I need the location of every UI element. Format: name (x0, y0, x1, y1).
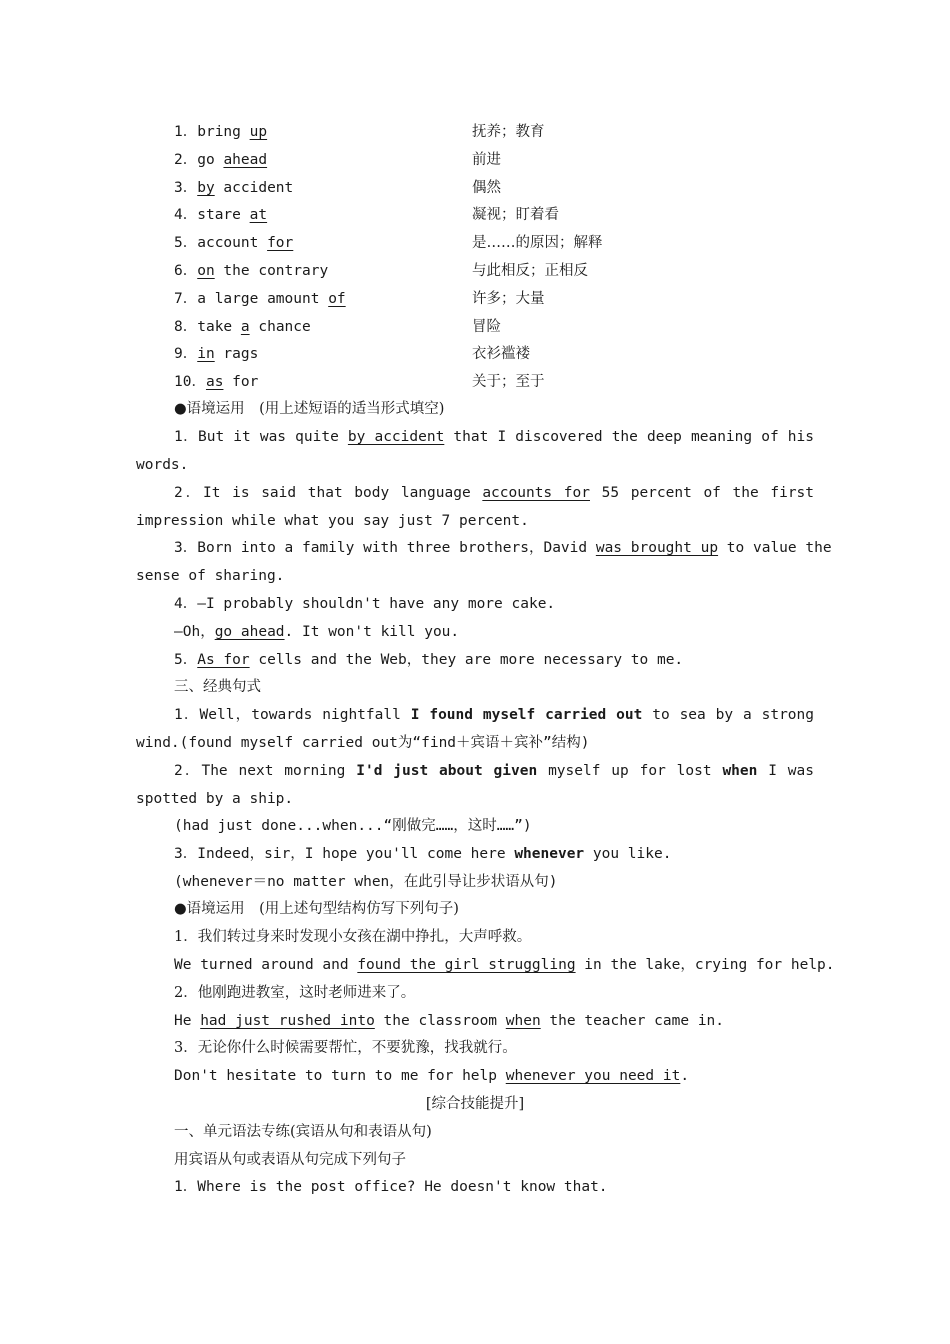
answer: was brought up (595, 540, 719, 556)
exercise-sentence: 5．As for cells and the Web，they are more necessary to me. (174, 652, 684, 668)
pattern-sentence: 3．Indeed，sir，I hope you'll come here whenever you like. (174, 846, 672, 862)
answer: As for (197, 652, 250, 668)
translation-prompt: 3．无论你什么时候需要帮忙，不要犹豫，找我就行。 (174, 1040, 517, 1056)
pattern-note: (had just done...when...“刚做完……，这时……”) (174, 818, 532, 834)
exercise-sentence-cont: —Oh，go ahead. It won't kill you. (174, 624, 460, 640)
answer: had just rushed into (200, 1013, 375, 1029)
exercise-sentence: 2．It is said that body language accounts for 55 percent of the first (174, 485, 815, 501)
pattern-note: (whenever＝no matter when，在此引导让步状语从句) (174, 874, 558, 890)
phrase-item: 3．by accident 偶然 (174, 180, 501, 196)
translation-answer: We turned around and found the girl struggling in the lake，crying for help. (174, 957, 835, 973)
phrase-item: 10．as for 关于；至于 (174, 374, 545, 390)
translation-prompt: 1．我们转过身来时发现小女孩在湖中挣扎，大声呼救。 (174, 929, 532, 945)
section-title: [综合技能提升] (425, 1096, 525, 1112)
answer: found the girl struggling (357, 957, 576, 973)
answer: go ahead (214, 624, 285, 640)
pattern-sentence: 1．Well，towards nightfall I found myself carried out to sea by a strong (174, 707, 814, 723)
phrase-item: 2．go ahead 前进 (174, 152, 501, 168)
section-heading: ●语境运用 (用上述短语的适当形式填空) (174, 401, 445, 417)
phrase-item: 9．in rags 衣衫褴褛 (174, 346, 530, 362)
exercise-sentence: 4．—I probably shouldn't have any more cake. (174, 596, 556, 612)
pattern-sentence: 2．The next morning I'd just about given myself up for lost when I was (174, 763, 814, 779)
exercise-sentence: 3．Born into a family with three brothers，David was brought up to value the (174, 540, 832, 556)
pattern-sentence-cont: wind.(found myself carried out为“find＋宾语＋宾补”结构) (136, 735, 590, 751)
exercise-sentence-cont: sense of sharing. (136, 568, 285, 584)
phrase-item: 4．stare at 凝视；盯着看 (174, 207, 559, 223)
answer: by accident (347, 429, 445, 445)
answer: accounts for (482, 485, 590, 501)
exercise-sentence: 1．But it was quite by accident that I discovered the deep meaning of his (174, 429, 814, 445)
translation-answer: Don't hesitate to turn to me for help whenever you need it. (174, 1068, 690, 1084)
exercise-sentence-cont: impression while what you say just 7 percent. (136, 513, 529, 529)
exercise-sentence-cont: words. (136, 457, 189, 473)
phrase-item: 7．a large amount of 许多；大量 (174, 291, 545, 307)
answer: whenever you need it (505, 1068, 681, 1084)
phrase-item: 1．bring up 抚养；教育 (174, 124, 545, 140)
answer: when (505, 1013, 541, 1029)
exercise-sentence: 1．Where is the post office? He doesn't know that. (174, 1179, 608, 1195)
section-heading: 三、经典句式 (174, 679, 261, 695)
pattern-sentence-cont: spotted by a ship. (136, 791, 294, 807)
translation-answer: He had just rushed into the classroom when the teacher came in. (174, 1013, 725, 1029)
phrase-item: 8．take a chance 冒险 (174, 319, 501, 335)
instruction: 用宾语从句或表语从句完成下列句子 (174, 1152, 406, 1168)
translation-prompt: 2．他刚跑进教室，这时老师进来了。 (174, 985, 416, 1001)
phrase-item: 6．on the contrary 与此相反；正相反 (174, 263, 588, 279)
section-heading: 一、单元语法专练(宾语从句和表语从句) (174, 1124, 432, 1140)
section-heading: ●语境运用 (用上述句型结构仿写下列句子) (174, 901, 459, 917)
phrase-item: 5．account for 是……的原因；解释 (174, 235, 603, 251)
